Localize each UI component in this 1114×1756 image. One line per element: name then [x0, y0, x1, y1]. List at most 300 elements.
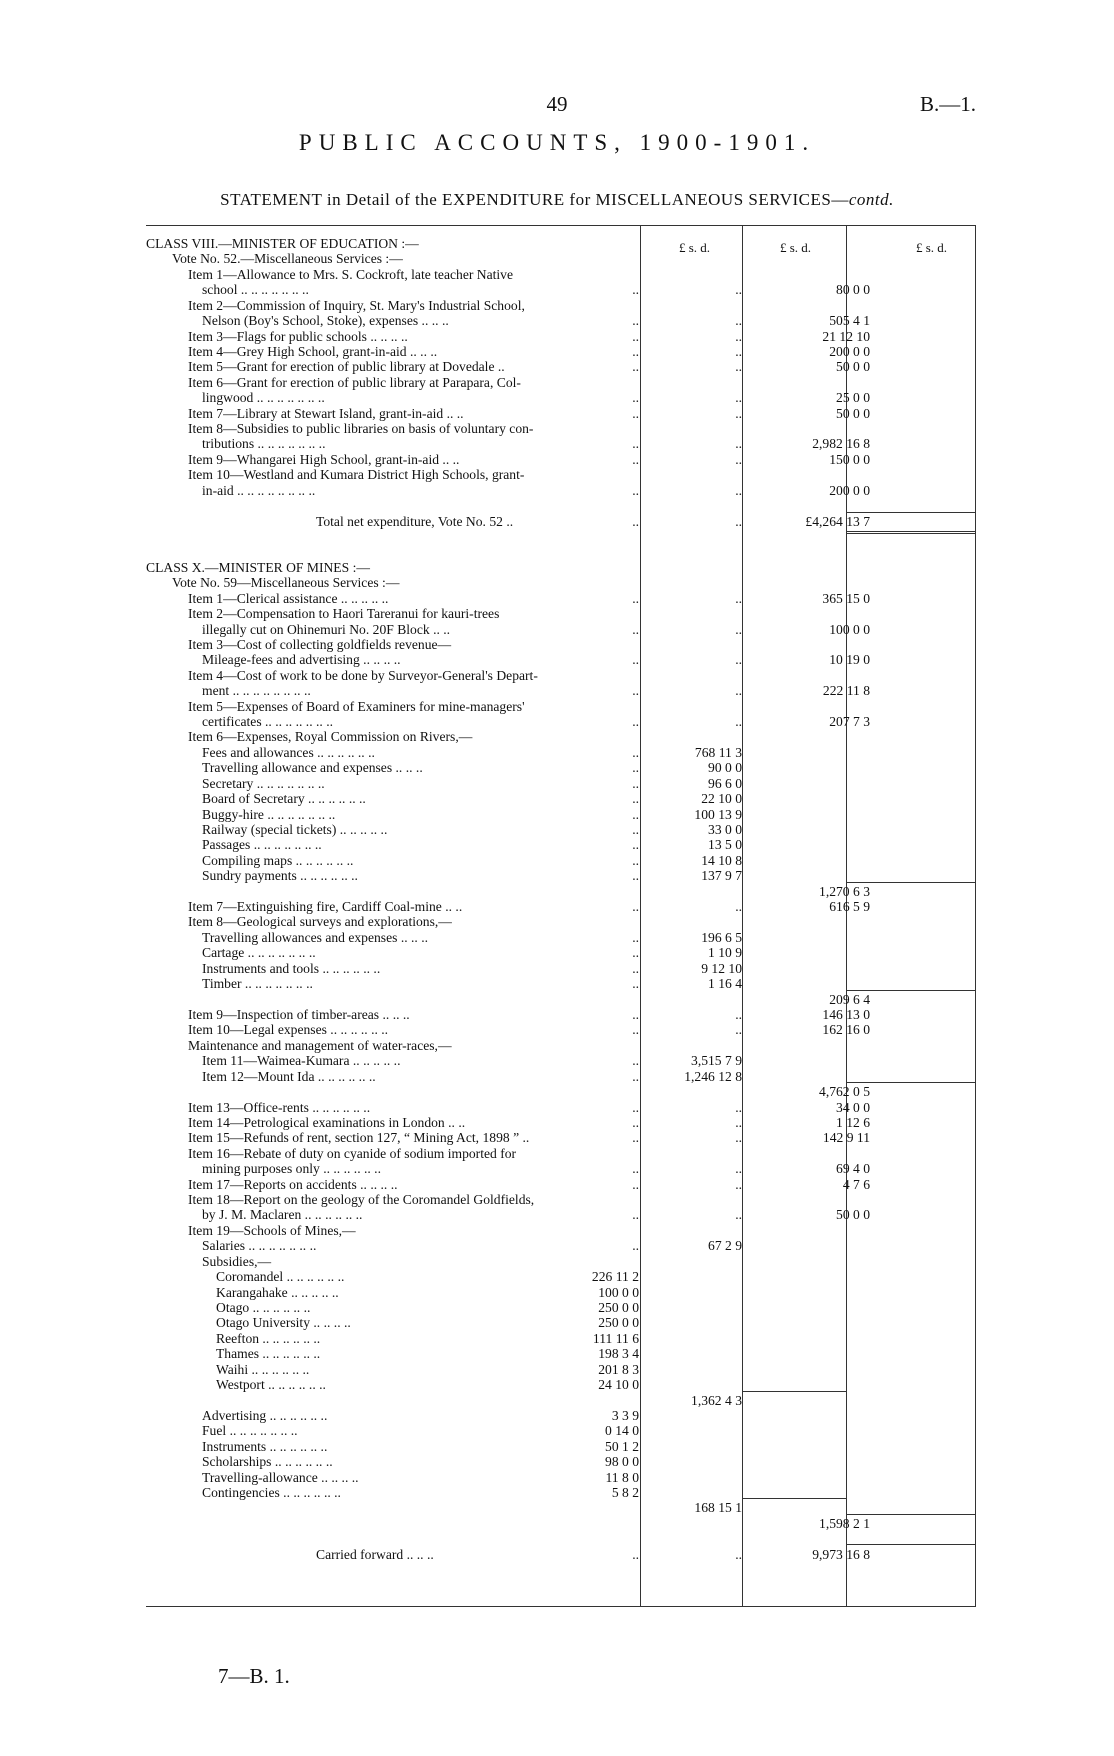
row-label: Vote No. 59—Miscellaneous Services :— [172, 575, 400, 591]
amount-col-1: .. [632, 791, 639, 807]
row-label: Fees and allowances .. .. .. .. .. .. [202, 744, 375, 760]
row-label: Item 13—Office-rents .. .. .. .. .. .. [188, 1099, 371, 1115]
table-row [146, 1454, 976, 1469]
amount-col-3: 80 0 0 [836, 282, 870, 298]
row-label: Westport .. .. .. .. .. .. [216, 1377, 326, 1393]
row-label: Item 3—Cost of collecting goldfields revenue— [188, 636, 452, 652]
table-row [146, 1300, 976, 1315]
table-row [146, 699, 976, 714]
table-row [146, 1439, 976, 1454]
amount-col-1: .. [632, 976, 639, 992]
subtitle-text: STATEMENT in Detail of the EXPENDITURE for MISCELLANEOUS SERVICES— [220, 190, 849, 209]
row-label: Item 10—Legal expenses .. .. .. .. .. .. [188, 1022, 389, 1038]
amount-col-1: 198 3 4 [598, 1346, 639, 1362]
row-label: Otago University .. .. .. .. [216, 1315, 351, 1331]
amount-col-3: 222 11 8 [822, 683, 870, 699]
amount-col-1: .. [632, 1114, 639, 1130]
table-row [146, 606, 976, 621]
table-row [146, 436, 976, 451]
row-label: Item 5—Expenses of Board of Examiners for mine-managers' [188, 698, 525, 714]
table-row [146, 421, 976, 436]
amount-col-1: .. [632, 775, 639, 791]
row-label: Thames .. .. .. .. .. .. [216, 1346, 321, 1362]
table-row [146, 1547, 976, 1562]
table-row [146, 652, 976, 667]
amount-col-2: 196 6 5 [701, 929, 742, 945]
table-row [146, 1238, 976, 1253]
table-row [146, 406, 976, 421]
table-row [146, 1346, 976, 1361]
amount-col-2: .. [735, 343, 742, 359]
amount-col-2: .. [735, 1130, 742, 1146]
row-label: illegally cut on Ohinemuri No. 20F Block .. .. [202, 621, 451, 637]
row-label: Item 5—Grant for erection of public library at Dovedale .. [188, 359, 505, 375]
row-label: Carried forward .. .. .. [316, 1546, 434, 1562]
table-row [146, 483, 976, 498]
table-row [146, 514, 976, 529]
row-label: Sundry payments .. .. .. .. .. .. [202, 868, 358, 884]
row-label: Item 7—Extinguishing fire, Cardiff Coal-mine .. .. [188, 899, 463, 915]
table-row [146, 1485, 976, 1500]
amount-col-3: 34 0 0 [836, 1099, 870, 1115]
table-row [146, 776, 976, 791]
table-row [146, 529, 976, 544]
amount-col-1: .. [632, 1176, 639, 1192]
table-row [146, 791, 976, 806]
amount-col-3: 69 4 0 [836, 1161, 870, 1177]
amount-col-1: .. [632, 1207, 639, 1223]
amount-col-1: .. [632, 714, 639, 730]
amount-col-1: .. [632, 590, 639, 606]
table-row [146, 282, 976, 297]
table-row [146, 1007, 976, 1022]
table-row [146, 1161, 976, 1176]
amount-col-2: 1 10 9 [708, 945, 742, 961]
amount-col-3: 100 0 0 [829, 621, 870, 637]
table-row [146, 544, 976, 559]
amount-col-1: 111 11 6 [592, 1330, 639, 1346]
row-label: Item 11—Waimea-Kumara .. .. .. .. .. [202, 1053, 401, 1069]
table-row [146, 1130, 976, 1145]
amount-col-3: 25 0 0 [836, 390, 870, 406]
row-label: Travelling allowances and expenses .. .. .. [202, 929, 429, 945]
amount-col-1: 250 0 0 [598, 1315, 639, 1331]
amount-col-2: 3,515 7 9 [691, 1053, 742, 1069]
amount-col-2: .. [735, 390, 742, 406]
row-label: Coromandel .. .. .. .. .. .. [216, 1269, 345, 1285]
amount-col-1: .. [632, 482, 639, 498]
row-label: Travelling allowance and expenses .. .. .. [202, 760, 423, 776]
amount-col-1: .. [632, 1007, 639, 1022]
amount-col-1: .. [632, 451, 639, 467]
amount-col-3: 209 6 4 [829, 991, 870, 1007]
row-label: Item 9—Inspection of timber-areas .. .. .. [188, 1007, 410, 1022]
row-label: Karangahake .. .. .. .. .. [216, 1284, 339, 1300]
row-label: school .. .. .. .. .. .. .. [202, 282, 309, 298]
subtotal-rule [846, 882, 975, 883]
row-label: Reefton .. .. .. .. .. .. [216, 1330, 321, 1346]
amount-col-3: 200 0 0 [829, 482, 870, 498]
amount-col-1: .. [632, 837, 639, 853]
amount-col-3: 150 0 0 [829, 451, 870, 467]
amount-col-1: .. [632, 1546, 639, 1562]
amount-col-1: .. [632, 744, 639, 760]
table-row [146, 899, 976, 914]
table-row [146, 1408, 976, 1423]
amount-col-2: .. [735, 899, 742, 915]
amount-col-1: .. [632, 1161, 639, 1177]
amount-col-3: 200 0 0 [829, 343, 870, 359]
amount-col-2: 9 12 10 [701, 960, 742, 976]
total-rule [846, 1544, 975, 1545]
amount-col-2: 14 10 8 [701, 852, 742, 868]
amount-col-3: 146 13 0 [822, 1007, 870, 1022]
table-row [146, 683, 976, 698]
table-row [146, 1223, 976, 1238]
amount-col-2: .. [735, 621, 742, 637]
row-label: Secretary .. .. .. .. .. .. .. [202, 775, 325, 791]
amount-col-2: 90 0 0 [708, 760, 742, 776]
table-row [146, 467, 976, 482]
amount-col-1: .. [632, 513, 639, 529]
amount-col-2: 13 5 0 [708, 837, 742, 853]
table-row [146, 914, 976, 929]
table-row [146, 1146, 976, 1161]
page-number: 49 [546, 92, 568, 116]
column-header-2: £ s. d. [780, 240, 812, 255]
amount-col-3: 4,762 0 5 [819, 1084, 870, 1100]
table-row [146, 807, 976, 822]
amount-col-2: .. [735, 714, 742, 730]
row-label: Maintenance and management of water-races,— [188, 1037, 452, 1053]
amount-col-1: 50 1 2 [605, 1438, 639, 1454]
amount-col-1: .. [632, 436, 639, 452]
row-label: Item 8—Geological surveys and explorations,— [188, 914, 452, 930]
table-row [146, 1470, 976, 1485]
amount-col-2: .. [735, 1207, 742, 1223]
row-label: certificates .. .. .. .. .. .. .. [202, 714, 333, 730]
amount-col-2: .. [735, 451, 742, 467]
amount-col-1: .. [632, 328, 639, 344]
row-label: Travelling-allowance .. .. .. .. [202, 1469, 359, 1485]
row-label: Nelson (Boy's School, Stoke), expenses .. .. .. [202, 313, 449, 329]
amount-col-1: 11 8 0 [605, 1469, 639, 1485]
amount-col-3: 50 0 0 [836, 405, 870, 421]
amount-col-1: .. [632, 405, 639, 421]
amount-col-2: .. [735, 359, 742, 375]
amount-col-3: 1,270 6 3 [819, 883, 870, 899]
row-label: Instruments .. .. .. .. .. .. [202, 1438, 328, 1454]
table-row [146, 1362, 976, 1377]
amount-col-2: .. [735, 1161, 742, 1177]
amount-col-1: .. [632, 868, 639, 884]
amount-col-1: .. [632, 343, 639, 359]
row-label: in-aid .. .. .. .. .. .. .. .. [202, 482, 316, 498]
amount-col-1: .. [632, 929, 639, 945]
row-label: Instruments and tools .. .. .. .. .. .. [202, 960, 381, 976]
table-row [146, 668, 976, 683]
row-label: lingwood .. .. .. .. .. .. .. [202, 390, 325, 406]
table-row [146, 1285, 976, 1300]
table-row [146, 1038, 976, 1053]
amount-col-1: .. [632, 621, 639, 637]
table-row [146, 1084, 976, 1099]
table-row [146, 884, 976, 899]
row-label: Otago .. .. .. .. .. .. [216, 1299, 311, 1315]
page-subtitle [0, 190, 1114, 210]
table-row [146, 1100, 976, 1115]
amount-col-3: 50 0 0 [836, 359, 870, 375]
amount-col-2: .. [735, 436, 742, 452]
amount-col-1: 250 0 0 [598, 1299, 639, 1315]
amount-col-3: £4,264 13 7 [805, 513, 870, 529]
row-label: tributions .. .. .. .. .. .. .. [202, 436, 326, 452]
amount-col-1: .. [632, 1238, 639, 1254]
amount-col-2: .. [735, 282, 742, 298]
subtotal-rule [846, 990, 975, 991]
amount-col-2: .. [735, 328, 742, 344]
amount-col-3: 142 9 11 [822, 1130, 870, 1146]
amount-col-2: 768 11 3 [694, 744, 742, 760]
footer-code: 7—B. 1. [218, 1664, 290, 1688]
amount-col-2: .. [735, 1114, 742, 1130]
amount-col-1: .. [632, 282, 639, 298]
row-label: Item 15—Refunds of rent, section 127, “ Mining Act, 1898 ” .. [188, 1130, 530, 1146]
table-row [146, 961, 976, 976]
amount-col-1: .. [632, 960, 639, 976]
table-row [146, 313, 976, 328]
row-label: Item 14—Petrological examinations in London .. .. [188, 1114, 466, 1130]
amount-col-2: 22 10 0 [701, 791, 742, 807]
row-label: ment .. .. .. .. .. .. .. .. [202, 683, 311, 699]
row-label: Railway (special tickets) .. .. .. .. .. [202, 821, 388, 837]
row-label: Total net expenditure, Vote No. 52 .. [316, 513, 514, 529]
table-row [146, 251, 976, 266]
table-row [146, 1177, 976, 1192]
table-row [146, 1393, 976, 1408]
table-row [146, 267, 976, 282]
amount-col-3: 10 19 0 [829, 652, 870, 668]
table-row [146, 1207, 976, 1222]
amount-col-1: 0 14 0 [605, 1423, 639, 1439]
table-row [146, 837, 976, 852]
amount-col-3: 365 15 0 [822, 590, 870, 606]
amount-col-1: 98 0 0 [605, 1454, 639, 1470]
expenditure-table [146, 225, 976, 1607]
column-header-3: £ s. d. [916, 240, 948, 255]
amount-col-3: 505 4 1 [829, 313, 870, 329]
amount-col-2: .. [735, 590, 742, 606]
row-label: Item 3—Flags for public schools .. .. .. .. [188, 328, 408, 344]
amount-col-3: 1 12 6 [836, 1114, 870, 1130]
amount-col-2: .. [735, 313, 742, 329]
amount-col-2: .. [735, 513, 742, 529]
amount-col-1: .. [632, 683, 639, 699]
table-row [146, 714, 976, 729]
amount-col-2: 96 6 0 [708, 775, 742, 791]
row-label: Item 2—Commission of Inquiry, St. Mary's Industrial School, [188, 297, 525, 313]
table-row [146, 1331, 976, 1346]
table-row [146, 344, 976, 359]
amount-col-3: 50 0 0 [836, 1207, 870, 1223]
row-label: Item 8—Subsidies to public libraries on basis of voluntary con- [188, 421, 534, 437]
amount-col-1: 24 10 0 [598, 1377, 639, 1393]
table-row [146, 637, 976, 652]
amount-col-2: .. [735, 405, 742, 421]
row-label: Buggy-hire .. .. .. .. .. .. .. [202, 806, 336, 822]
amount-col-2: 1 16 4 [708, 976, 742, 992]
row-label: Item 1—Allowance to Mrs. S. Cockroft, late teacher Native [188, 266, 514, 282]
column-header-1: £ s. d. [679, 240, 711, 255]
table-row [146, 1115, 976, 1130]
amount-col-3: 1,598 2 1 [819, 1515, 870, 1531]
amount-col-1: .. [632, 1068, 639, 1084]
document-code: B.—1. [919, 92, 976, 116]
table-row [146, 760, 976, 775]
table-row [146, 1516, 976, 1531]
row-label: by J. M. Maclaren .. .. .. .. .. .. [202, 1207, 363, 1223]
amount-col-1: .. [632, 760, 639, 776]
row-label: Item 4—Cost of work to be done by Surveyor-General's Depart- [188, 667, 538, 683]
row-label: Item 6—Grant for erection of public library at Parapara, Col- [188, 374, 521, 390]
table-row [146, 560, 976, 575]
table-row [146, 1377, 976, 1392]
amount-col-3: 9,973 16 8 [812, 1546, 870, 1562]
row-label: mining purposes only .. .. .. .. .. .. [202, 1161, 381, 1177]
row-label: Waihi .. .. .. .. .. .. [216, 1361, 310, 1377]
table-row [146, 329, 976, 344]
table-row [146, 452, 976, 467]
amount-col-1: 3 3 9 [611, 1407, 639, 1423]
amount-col-2: 100 13 9 [694, 806, 742, 822]
total-rule [846, 512, 975, 513]
table-row [146, 298, 976, 313]
row-label: Scholarships .. .. .. .. .. .. [202, 1454, 333, 1470]
amount-col-2: .. [735, 482, 742, 498]
table-row [146, 575, 976, 590]
amount-col-1: .. [632, 1022, 639, 1038]
amount-col-1: .. [632, 313, 639, 329]
amount-col-2: 1,362 4 3 [691, 1392, 742, 1408]
table-row [146, 1192, 976, 1207]
amount-col-1: .. [632, 1130, 639, 1146]
table-row [146, 1315, 976, 1330]
amount-col-2: 67 2 9 [708, 1238, 742, 1254]
subtotal-rule [742, 1391, 846, 1392]
subtotal-rule [846, 1514, 975, 1515]
row-label: Cartage .. .. .. .. .. .. .. [202, 945, 316, 961]
amount-col-1: 100 0 0 [598, 1284, 639, 1300]
row-label: Mileage-fees and advertising .. .. .. .. [202, 652, 401, 668]
table-row [146, 390, 976, 405]
amount-col-1: .. [632, 945, 639, 961]
table-row [146, 822, 976, 837]
amount-col-1: 201 8 3 [598, 1361, 639, 1377]
row-label: Item 19—Schools of Mines,— [188, 1222, 356, 1238]
row-label: Advertising .. .. .. .. .. .. [202, 1407, 328, 1423]
row-label: CLASS VIII.—MINISTER OF EDUCATION :— [146, 236, 419, 251]
subtotal-rule [742, 1498, 846, 1499]
amount-col-3: 207 7 3 [829, 714, 870, 730]
table-row [146, 359, 976, 374]
row-label: CLASS X.—MINISTER OF MINES :— [146, 559, 370, 575]
row-label: Item 12—Mount Ida .. .. .. .. .. .. [202, 1068, 376, 1084]
table-row [146, 1423, 976, 1438]
row-label: Item 18—Report on the geology of the Coromandel Goldfields, [188, 1192, 535, 1208]
row-label: Item 2—Compensation to Haori Tareranui for kauri-trees [188, 606, 500, 622]
row-label: Item 16—Rebate of duty on cyanide of sodium imported for [188, 1145, 517, 1161]
row-label: Item 7—Library at Stewart Island, grant-in-aid .. .. [188, 405, 464, 421]
amount-col-1: .. [632, 652, 639, 668]
table-row [146, 1269, 976, 1284]
table-row [146, 992, 976, 1007]
row-label: Item 9—Whangarei High School, grant-in-aid .. .. [188, 451, 460, 467]
table-row [146, 236, 976, 251]
table-row [146, 1254, 976, 1269]
row-label: Board of Secretary .. .. .. .. .. .. [202, 791, 366, 807]
amount-col-2: 137 9 7 [701, 868, 742, 884]
amount-col-1: .. [632, 1053, 639, 1069]
amount-col-1: .. [632, 899, 639, 915]
amount-col-1: 226 11 2 [591, 1269, 639, 1285]
amount-col-2: .. [735, 1099, 742, 1115]
amount-col-2: .. [735, 683, 742, 699]
amount-col-3: 616 5 9 [829, 899, 870, 915]
subtotal-rule [846, 1082, 975, 1083]
amount-col-3: 21 12 10 [822, 328, 870, 344]
table-row [146, 729, 976, 744]
amount-col-3: 4 7 6 [842, 1176, 870, 1192]
table-row [146, 622, 976, 637]
table-row [146, 945, 976, 960]
amount-col-1: .. [632, 390, 639, 406]
amount-col-1: .. [632, 1099, 639, 1115]
amount-col-2: 168 15 1 [694, 1500, 742, 1516]
amount-col-2: .. [735, 1176, 742, 1192]
table-row [146, 853, 976, 868]
row-label: Item 6—Expenses, Royal Commission on Rivers,— [188, 729, 473, 745]
row-label: Item 17—Reports on accidents .. .. .. .. [188, 1176, 398, 1192]
subtitle-contd: contd. [848, 190, 894, 209]
table-row [146, 591, 976, 606]
row-label: Compiling maps .. .. .. .. .. .. [202, 852, 354, 868]
amount-col-1: 5 8 2 [611, 1485, 639, 1501]
amount-col-1: .. [632, 852, 639, 868]
row-label: Subsidies,— [202, 1253, 272, 1269]
amount-col-1: .. [632, 359, 639, 375]
page-title: PUBLIC ACCOUNTS, 1900-1901. [298, 130, 816, 155]
row-label: Contingencies .. .. .. .. .. .. [202, 1485, 341, 1501]
table-row [146, 1022, 976, 1037]
table-row [146, 745, 976, 760]
amount-col-2: 33 0 0 [708, 821, 742, 837]
row-label: Vote No. 52.—Miscellaneous Services :— [172, 251, 403, 267]
row-label: Item 4—Grey High School, grant-in-aid .. .. .. [188, 343, 438, 359]
row-label: Passages .. .. .. .. .. .. .. [202, 837, 322, 853]
row-label: Item 1—Clerical assistance .. .. .. .. .. [188, 590, 389, 606]
row-label: Timber .. .. .. .. .. .. .. [202, 976, 313, 992]
amount-col-2: .. [735, 1546, 742, 1562]
amount-col-2: 1,246 12 8 [684, 1068, 742, 1084]
table-row [146, 930, 976, 945]
amount-col-3: 162 16 0 [822, 1022, 870, 1038]
table-row [146, 375, 976, 390]
row-label: Salaries .. .. .. .. .. .. .. [202, 1238, 317, 1254]
table-row [146, 1053, 976, 1068]
amount-col-1: .. [632, 806, 639, 822]
amount-col-3: 2,982 16 8 [812, 436, 870, 452]
row-label: Item 10—Westland and Kumara District High Schools, grant- [188, 467, 525, 483]
